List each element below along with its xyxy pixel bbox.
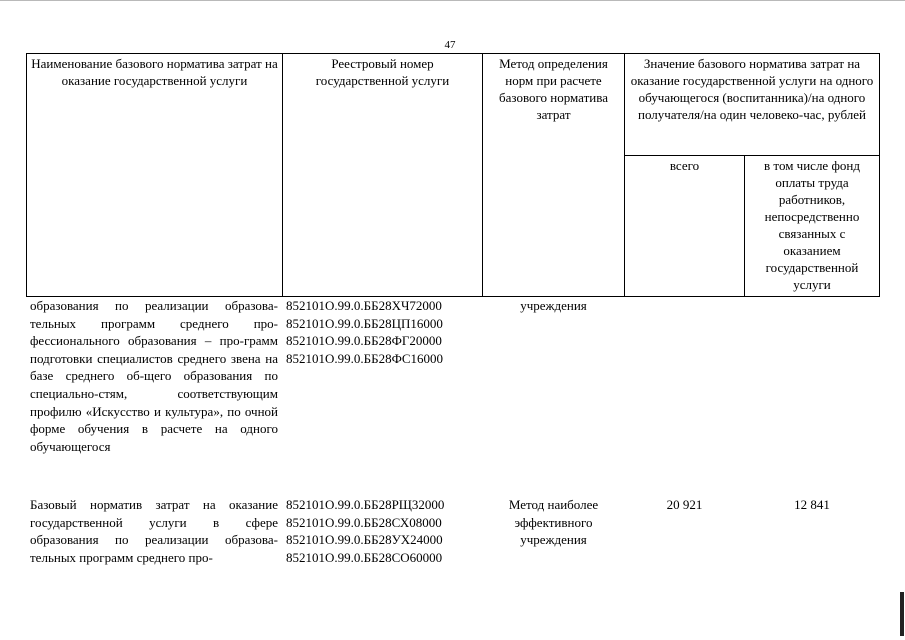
header-col-name-label: Наименование базового норматива затрат на оказание государственной услуги (31, 56, 278, 88)
header-col-method-label: Метод определения норм при расчете базового норматива затрат (499, 56, 608, 122)
row2-name: Базовый норматив затрат на оказание государственной услуги в сфере образования по реализации образова-тельных программ среднего про- (30, 497, 278, 565)
header-col-registry (282, 53, 483, 297)
row1-method: учреждения (520, 298, 587, 313)
header-col-method (482, 53, 625, 297)
header-col-total-label: всего (669, 158, 700, 173)
row2-codes (286, 496, 444, 566)
header-col-total (624, 155, 745, 297)
row2-code-1: 852101О.99.0.ББ28РЩ32000 (286, 497, 445, 512)
row2-total: 20 921 (666, 497, 703, 512)
row1-code-4: 852101О.99.0.ББ28ФС16000 (286, 350, 444, 366)
header-col-wage-fund (744, 155, 880, 297)
row2-code-3: 852101О.99.0.ББ28УХ24000 (286, 532, 443, 548)
header-col-registry-label: Реестровый номер государственной услуги (315, 56, 450, 88)
row1-codes (286, 297, 443, 367)
row1-code-3: 852101О.99.0.ББ28ФГ20000 (286, 333, 442, 349)
header-col-value (624, 53, 880, 156)
header-col-name (26, 53, 283, 297)
row2-code-2: 852101О.99.0.ББ28СХ08000 (286, 514, 442, 530)
row1-name: образования по реализации образова-тельных программ среднего про-фессионального образования – про-грамм подготовки специалистов среднего звена на базе среднего об-щего образования по специально-стям, соответствующим профилю «Искусство и культура», по очной форме обучения в расчете на одного обучающегося (30, 298, 278, 454)
header-col-wage-fund-label: в том числе фонд оплаты труда работников, непосредственно связанных с оказанием государственной услуги (764, 158, 860, 292)
row2-method: Метод наиболее эффективного учреждения (508, 497, 599, 548)
row2-code-4: 852101О.99.0.ББ28СО60000 (286, 549, 443, 565)
page-number: 47 (444, 39, 456, 51)
row2-wage-fund: 12 841 (794, 497, 830, 512)
row1-code-2: 852101О.99.0.ББ28ЦП16000 (286, 315, 443, 331)
header-col-value-label: Значение базового норматива затрат на оказание государственной услуги на одного обучающегося (воспитанника)/на одного получателя/на один человеко-час, рублей (630, 56, 874, 122)
scan-edge (900, 592, 904, 636)
top-rule (0, 0, 905, 1)
row1-code-1: 852101О.99.0.ББ28ХЧ72000 (286, 298, 442, 313)
